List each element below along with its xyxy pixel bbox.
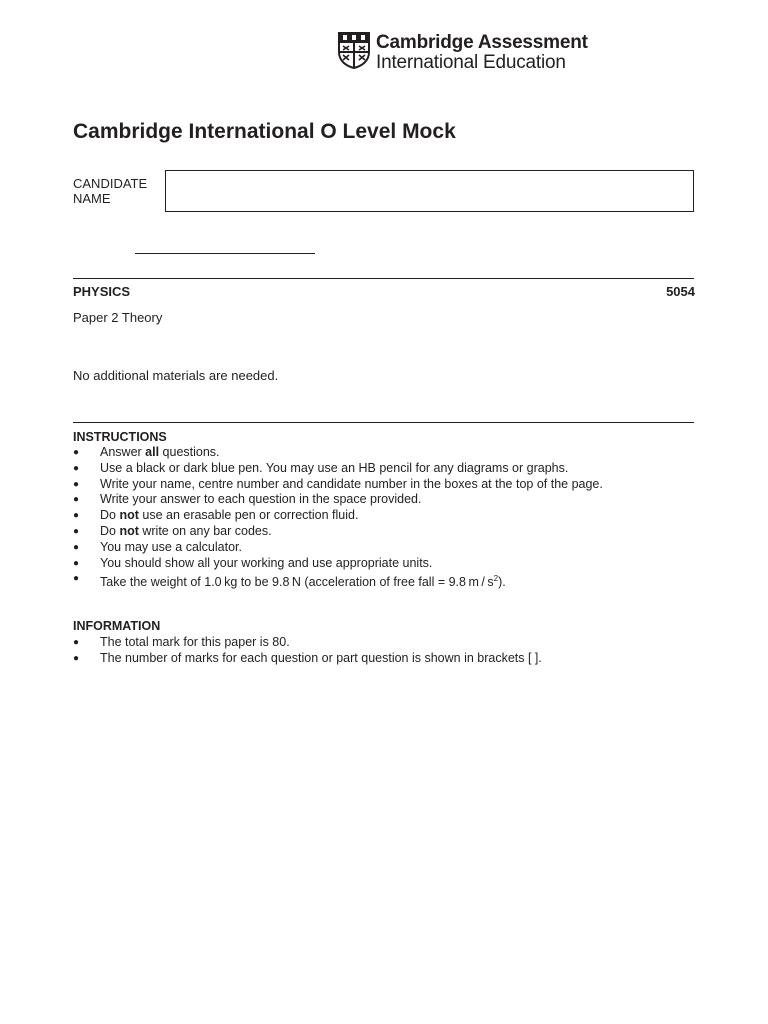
syllabus-code: 5054	[666, 284, 695, 299]
bullet-icon: ●	[73, 494, 80, 506]
short-divider	[135, 253, 315, 254]
candidate-label-line-1: CANDIDATE	[73, 176, 148, 191]
candidate-name-label	[73, 176, 163, 206]
bullet-icon: ●	[73, 525, 80, 537]
candidate-label-line-2: NAME	[73, 191, 111, 206]
list-item: ● Use a black or dark blue pen. You may use an HB pencil for any diagrams or graphs.	[73, 460, 569, 475]
bullet-icon: ●	[73, 462, 80, 474]
list-item: ● Take the weight of 1.0 kg to be 9.8 N (acceleration of free fall = 9.8 m / $s^2$).	[73, 573, 506, 590]
bullet-icon: ●	[73, 478, 80, 490]
list-item: ● Write your name, centre number and candidate number in the boxes at the top of the page.	[73, 476, 603, 491]
cambridge-logo	[338, 32, 588, 73]
list-item: ● You should show all your working and use appropriate units.	[73, 555, 433, 570]
instructions-heading: INSTRUCTIONS	[73, 430, 167, 444]
bullet-icon: ●	[73, 510, 80, 522]
page-title: Cambridge International O Level Mock	[73, 120, 456, 143]
subject-label: PHYSICS	[73, 284, 131, 299]
list-item: ● Answer all questions.	[73, 445, 220, 459]
logo-line-1: Cambridge Assessment	[376, 32, 588, 53]
information-list	[73, 635, 542, 667]
paper-label: Paper 2 Theory	[73, 310, 163, 325]
information-heading: INFORMATION	[73, 619, 161, 633]
list-item: ● Do not write on any bar codes.	[73, 523, 272, 538]
list-item: ● The number of marks for each question or part question is shown in brackets [ ].	[73, 650, 542, 665]
list-item: ● Do not use an erasable pen or correction fluid.	[73, 508, 359, 523]
bullet-icon: ●	[73, 447, 80, 458]
logo-line-2: International Education	[376, 52, 566, 73]
bullet-icon: ●	[73, 652, 80, 664]
list-item: ● Write your answer to each question in the space provided.	[73, 492, 422, 507]
list-item: ● The total mark for this paper is 80.	[73, 635, 290, 649]
top-divider	[73, 278, 694, 279]
list-item: ● You may use a calculator.	[73, 539, 242, 554]
bullet-icon: ●	[73, 573, 80, 585]
bullet-icon: ●	[73, 541, 80, 553]
instructions-divider	[73, 422, 694, 423]
bullet-icon: ●	[73, 637, 80, 648]
instructions-list	[73, 445, 603, 590]
cambridge-crest-icon	[338, 32, 370, 69]
bullet-icon: ●	[73, 557, 80, 569]
materials-note: No additional materials are needed.	[73, 368, 279, 383]
candidate-name-field[interactable]	[165, 170, 694, 212]
